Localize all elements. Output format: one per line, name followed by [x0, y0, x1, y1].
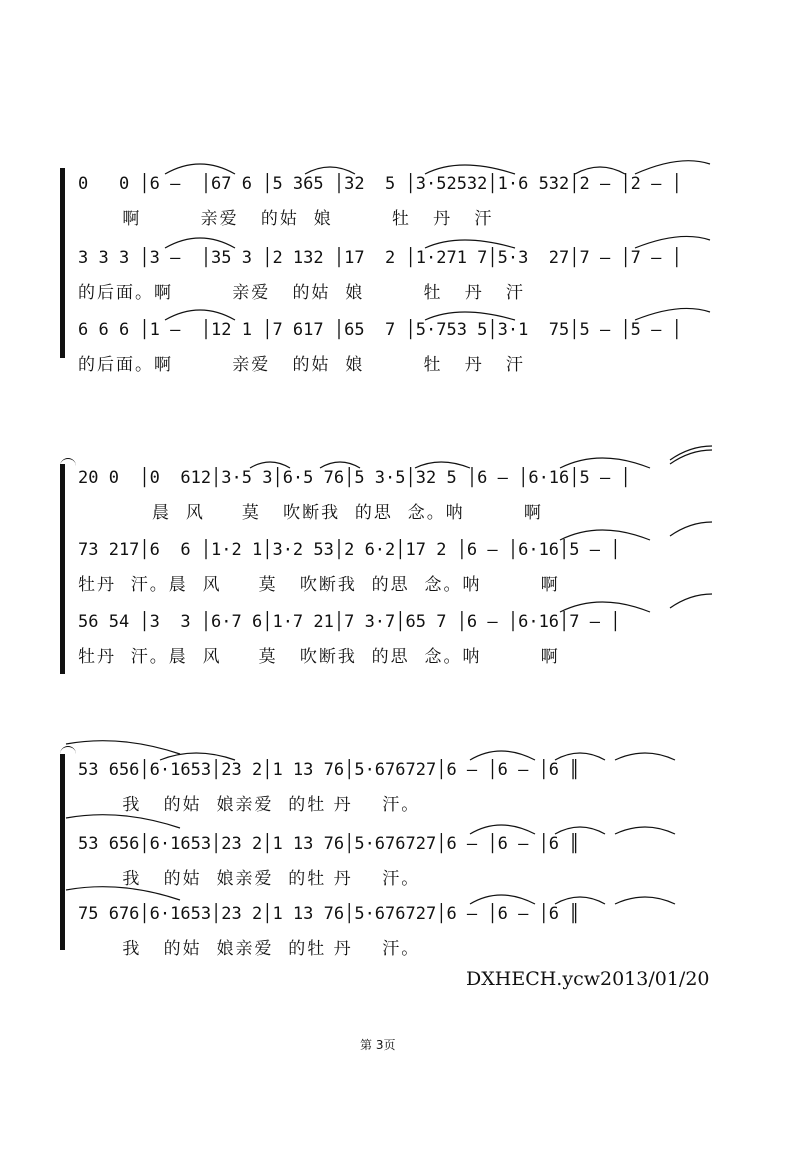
notes-line: 53 656│6·1653│23 2│1 13 76│5·676727│6 – │6 – │6 ║: [78, 760, 580, 780]
lyrics-line: 牡丹 汗。晨 风 莫 吹断我 的思 念。呐 啊: [78, 575, 560, 595]
notes-line: 3 3 3 │3 – │35 3 │2 132 │17 2 │1·271 7│5·3 27│7 – │7 – │: [78, 248, 682, 268]
brace-curl: [60, 746, 76, 755]
staff-alto: [0, 834, 797, 904]
staff-alto: [0, 248, 797, 318]
notes-line: 0 0 │6 – │67 6 │5 365 │32 5 │3·52532│1·6 532│2 – │2 – │: [78, 174, 682, 194]
notes-line: 6 6 6 │1 – │12 1 │7 617 │65 7 │5·753 5│3·1 75│5 – │5 – │: [78, 320, 682, 340]
staff-soprano: [0, 760, 797, 830]
lyrics-line: 我 的姑 娘亲爱 的牡 丹 汗。: [78, 869, 421, 889]
signature: DXHECH.ycw2013/01/20: [466, 968, 710, 990]
staff-soprano: [0, 468, 797, 538]
staff-tenor: [0, 612, 797, 682]
brace-curl: [60, 458, 76, 467]
notes-line: 73 217│6 6 │1·2 1│3·2 53│2 6·2│17 2 │6 – │6·16│5 – │: [78, 540, 621, 560]
staff-alto: [0, 540, 797, 610]
lyrics-line: 的后面。啊 亲爱 的姑 娘 牡 丹 汗: [78, 283, 525, 303]
staff-tenor: [0, 320, 797, 390]
notes-line: 53 656│6·1653│23 2│1 13 76│5·676727│6 – │6 – │6 ║: [78, 834, 580, 854]
notes-line: 75 676│6·1653│23 2│1 13 76│5·676727│6 – │6 – │6 ║: [78, 904, 580, 924]
lyrics-line: 我 的姑 娘亲爱 的牡 丹 汗。: [78, 795, 421, 815]
notes-line: 56 54 │3 3 │6·7 6│1·7 21│7 3·7│65 7 │6 – │6·16│7 – │: [78, 612, 621, 632]
page-number: 第 3页: [360, 1038, 396, 1052]
lyrics-line: 牡丹 汗。晨 风 莫 吹断我 的思 念。呐 啊: [78, 647, 560, 667]
staff-tenor: [0, 904, 797, 974]
lyrics-line: 我 的姑 娘亲爱 的牡 丹 汗。: [78, 939, 421, 959]
lyrics-line: 的后面。啊 亲爱 的姑 娘 牡 丹 汗: [78, 355, 525, 375]
notes-line: 20 0 │0 612│3·5 3│6·5 76│5 3·5│32 5 │6 – │6·16│5 – │: [78, 468, 631, 488]
lyrics-line: 晨 风 莫 吹断我 的思 念。呐 啊: [78, 503, 543, 523]
staff-soprano: [0, 174, 797, 244]
lyrics-line: 啊 亲爱 的姑 娘 牡 丹 汗: [78, 209, 494, 229]
